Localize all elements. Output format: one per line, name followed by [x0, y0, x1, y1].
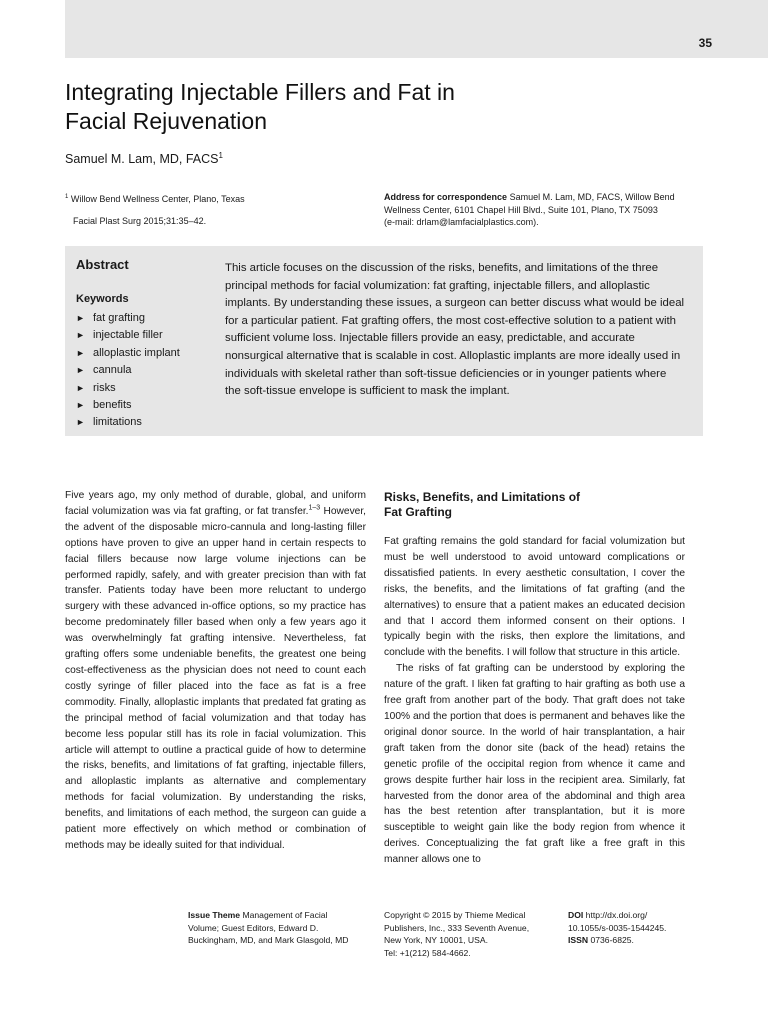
keyword-item	[76, 397, 180, 414]
keyword-item	[76, 345, 180, 362]
doi-line-1	[568, 909, 698, 922]
triangle-bullet-icon: ►	[76, 347, 85, 358]
section-paragraph-1: Fat grafting remains the gold standard for facial volumization but must be well understood to avoid untoward complications or dissatisfied patients. In every aesthetic consultation, I cover the risks, the benefits, and the limitations of fat grafting (and the alternatives) to ensure that a patient makes an educated decision and that I accord them informed consent on their options. I typically begin with the risks, then explore the limitations, and conclude with the benefits. I will follow that structure in this article.	[384, 536, 685, 659]
issue-line-1	[188, 909, 368, 922]
issue-label: Issue Theme	[188, 910, 241, 920]
reference-marker: 1–3	[308, 504, 321, 512]
intro-paragraph	[65, 488, 366, 854]
intro-text-part-2: However, the advent of the disposable micro-cannula and long-lasting filler options have proven to give an upper hand in certain respects to facial fillers because now large volume injections can be performed rapidly, safely, and with greater precision than with fat transfer. Patients today have been more reluctant to undergo surgery with these advanced in-office options, so my practice has become predominately filler based when only a few years ago it was overwhelmingly fat grafting intensive. Nevertheless, fat grafting offers some undeniable benefits, the greatest one being cost-effectiveness as the physician does not need to count each costly syringe of filler placed into the face as fat is a free commodity. Finally, alloplastic implants that predated fat grating as the principal method of facial volumization and that today has become less popular still has its role in facial volumization. This article will attempt to outline a practical guide of how to determine the risks, benefits, and limitations of fat grafting, injectable fillers, and alloplastic implants as alternative and complementary methods for facial volumization. By understanding the risks, benefits, and limitations of each method, the surgeon can guide a patient more effectively on which method or combination of methods may be ideally suited for that individual.	[65, 505, 366, 851]
keyword-item	[76, 310, 180, 327]
affiliation-mark: 1	[65, 194, 69, 200]
title-line-1: Integrating Injectable Fillers and Fat in	[65, 79, 455, 105]
issue-line-2: Volume; Guest Editors, Edward D.	[188, 922, 319, 933]
issn-label: ISSN	[568, 935, 589, 945]
page-number: 35	[698, 36, 712, 50]
keyword-item	[76, 414, 180, 431]
keyword-item	[76, 380, 180, 397]
correspondence	[384, 191, 704, 229]
keyword-text: benefits	[93, 399, 132, 412]
author-affiliation-mark: 1	[218, 151, 223, 160]
doi-line-2: 10.1055/s-0035-1544245.	[568, 922, 667, 933]
triangle-bullet-icon: ►	[76, 400, 85, 411]
copyright-line-3: New York, NY 10001, USA.	[384, 935, 488, 945]
body-column-left	[65, 488, 366, 854]
correspondence-label: Address for correspondence	[384, 192, 508, 202]
citation: Facial Plast Surg 2015;31:35–42.	[73, 216, 207, 226]
copyright-line-4: Tel: +1(212) 584-4662.	[384, 947, 471, 958]
keyword-text: limitations	[93, 416, 142, 429]
body-column-right	[384, 488, 685, 868]
keyword-item	[76, 362, 180, 379]
issue-line-3: Buckingham, MD, and Mark Glasgold, MD	[188, 935, 349, 945]
affiliation-text: Willow Bend Wellness Center, Plano, Texas	[70, 194, 245, 204]
correspondence-email: (e-mail: drlam@lamfacialplastics.com).	[384, 217, 539, 227]
keyword-item	[76, 327, 180, 344]
author-line	[65, 151, 223, 166]
section-heading	[384, 490, 685, 520]
triangle-bullet-icon: ►	[76, 365, 85, 376]
keyword-text: risks	[93, 381, 116, 394]
copyright-line-2: Publishers, Inc., 333 Seventh Avenue,	[384, 922, 530, 933]
issue-line-1-text: Management of Facial	[242, 910, 328, 920]
issn-value: 0736-6825.	[590, 935, 634, 945]
keywords-heading: Keywords	[76, 293, 129, 305]
doi-link[interactable]: http://dx.doi.org/	[585, 910, 648, 920]
intro-text-part-1: Five years ago, my only method of durable, global, and uniform facial volumization was via fat grafting, or fat transfer.	[65, 490, 366, 517]
keyword-text: cannula	[93, 364, 132, 377]
author-name: Samuel M. Lam, MD, FACS	[65, 152, 219, 167]
footer-issue-theme	[188, 909, 368, 947]
triangle-bullet-icon: ►	[76, 417, 85, 428]
article-title	[65, 78, 625, 136]
keyword-text: injectable filler	[93, 329, 163, 342]
section-paragraph-2: The risks of fat grafting can be understood by exploring the nature of the graft. I liken fat grafting to hair grafting as both use a free graft from another part of the body. That graft does not take 100% and the portion that does is permanent and behaves like the original donor source. In the world of hair transplantation, a hair graft taken from the donor site (back of the head) retains the genetic profile of the occipital region from whence it came and grows despite further hair loss in the recipient area. Similarly, fat harvested from the donor area of the abdominal and thigh area has the best retention after transplantation, but it is more susceptible to weight gain like the body region from whence it derives. Conceptualizing the fat graft like a free graft in this manner allows one to	[384, 663, 685, 866]
issn-line	[568, 934, 698, 947]
keyword-text: fat grafting	[93, 312, 145, 324]
correspondence-line-2: Wellness Center, 6101 Chapel Hill Blvd., Suite 101, Plano, TX 75093	[384, 204, 658, 215]
header-band	[65, 0, 768, 58]
section-heading-line-1: Risks, Benefits, and Limitations of	[384, 490, 581, 504]
triangle-bullet-icon: ►	[76, 313, 85, 323]
affiliation	[65, 191, 355, 205]
keywords-list	[76, 310, 180, 432]
abstract-box	[65, 246, 703, 436]
abstract-heading: Abstract	[76, 257, 129, 272]
copyright-line-1: Copyright © 2015 by Thieme Medical	[384, 910, 526, 920]
keyword-text: alloplastic implant	[93, 346, 180, 359]
doi-label: DOI	[568, 910, 584, 920]
correspondence-line-1: Samuel M. Lam, MD, FACS, Willow Bend	[509, 192, 675, 202]
triangle-bullet-icon: ►	[76, 382, 85, 393]
footer-identifiers	[568, 909, 698, 947]
triangle-bullet-icon: ►	[76, 330, 85, 341]
title-line-2: Facial Rejuvenation	[65, 108, 268, 134]
section-heading-line-2: Fat Grafting	[384, 505, 452, 519]
abstract-text: This article focuses on the discussion of the risks, benefits, and limitations of the three principal methods for facial volumization: fat grafting, injectable fillers, and alloplastic implants. By understanding these issues, a surgeon can better discuss what would be ideal for a particular patient. Fat grafting offers, the most cost-effective solution to a patient with sufficient volume loss. Injectable fillers provide an easy, predictable, and accurate nonsurgical alternative that is scalable in cost. Alloplastic implants are more ideally used in individuals with skeletal rather than soft-tissue deficiencies or in younger patients where the soft-tissue envelope is sufficient to mask the implant.	[225, 262, 685, 398]
footer-copyright	[384, 909, 559, 959]
